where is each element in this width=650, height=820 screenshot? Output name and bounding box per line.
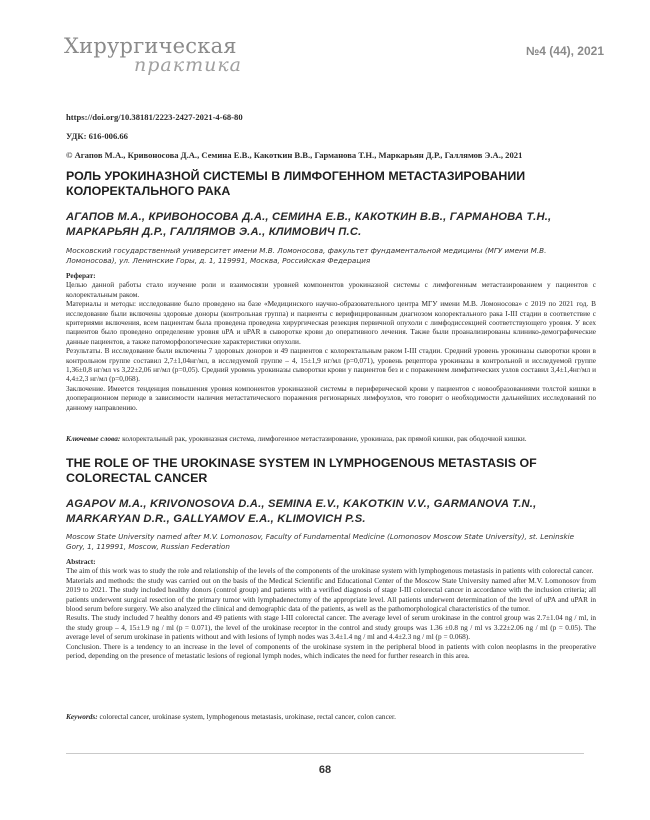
- journal-logo-top: Хирургическая: [64, 34, 237, 58]
- page-number: 68: [318, 764, 332, 776]
- doi-link[interactable]: https://doi.org/10.38181/2223-2427-2021-4-68-80: [66, 112, 243, 122]
- ru-keywords: [66, 434, 596, 443]
- ru-abstract-results: Результаты. В исследование были включены 7 здоровых доноров и 49 пациентов с колоректальным раком I-III стадии. Средний уровень урокиназы сыворотки крови в контрольном группе составил 2,7±1,04нг/мл, в исследуемой группе – 4, 15±1,9 нг/мл (p=0,071), уровень рецептора урокиназы в контрольной и исследуемой группе 1,36±0,8 нг/мл vs 3,22±2,06 нг/мл (p=0,05). Средний уровень урокиназы сыворотки крови у пациентов без и с поражением лимфатических узлов составил 3,4±1,4нг/мл и 4,4±2,3 нг/мл (p=0,068).: [66, 346, 596, 384]
- en-authors: AGAPOV M.A., KRIVONOSOVA D.A., SEMINA E.V., KAKOTKIN V.V., GARMANOVA T.N., MARKARYAN D.R., GALLYAMOV E.A., KLIMOVICH P.S.: [66, 498, 537, 525]
- journal-logo-bottom: практика: [134, 54, 243, 76]
- ru-abstract-conclusion: Заключение. Имеется тенденция повышения уровня компонентов урокиназной системы в периферической крови у пациентов с новообразованиями толстой кишки в дооперационном периоде в зависимости наличия метастатического поражения регионарных лимфоузлов, что говорит о необходимости дальнейших исследований по данному направлению.: [66, 383, 596, 412]
- issue-number: №4 (44), 2021: [525, 44, 604, 58]
- ru-abstract: [66, 271, 596, 412]
- ru-abstract-label: Реферат:: [66, 271, 96, 280]
- en-affiliation: Moscow State University named after M.V. Lomonosov, Faculty of Fundamental Medicine (Lomonosov Moscow State University), st. Leninskie Gory, 1, 119991, Moscow, Russian Federation: [66, 532, 575, 551]
- en-abstract: [66, 557, 596, 660]
- ru-keywords-label: Ключевые слова:: [66, 434, 121, 443]
- en-keywords: [66, 712, 596, 721]
- footer-divider: [66, 753, 584, 754]
- ru-abstract-methods: Материалы и методы: исследование было проведено на базе «Медицинского научно-образовательного центра МГУ имени М.В. Ломоносова» с 2019 по 2021 год. В исследование были включены здоровые доноры (контрольная группа) и пациенты с верифицированным диагнозом колоректального рака I-III стадии в соответствие с критериями включения, всем пациентам была проведена проведена хирургическая резекция первичной опухоли с лимфодиссекцией соответствующего уровня. У всех пациентов было проведено определение уровня uPA и uPAR в сыворотке крови до оперативного лечения. Также были проанализированы клинико-демографические данные пациентов, а также патоморфологические характеристики опухоли.: [66, 299, 596, 346]
- en-title: THE ROLE OF THE UROKINASE SYSTEM IN LYMPHOGENOUS METASTASIS OF COLORECTAL CANCER: [66, 456, 537, 485]
- ru-title: РОЛЬ УРОКИНАЗНОЙ СИСТЕМЫ В ЛИМФОГЕННОМ МЕТАСТАЗИРОВАНИИ КОЛОРЕКТАЛЬНОГО РАКА: [66, 169, 526, 198]
- copyright-line: © Агапов М.А., Кривоносова Д.А., Семина Е.В., Какоткин В.В., Гарманова Т.Н., Маркарьян Д.Р., Галлямов Э.А., 2021: [66, 150, 523, 160]
- en-abstract-methods: Materials and methods: the study was carried out on the basis of the Medical Scientific and Educational Center of the Moscow State University named after M.V. Lomonosov from 2019 to 2021. The study included healthy donors (control group) and patients with a verified diagnosis of stage I-III colorectal cancer in accordance with the inclusion criteria; all patients underwent surgical resection of the primary tumor with lymphadenectomy of the appropriate level. All patients underwent determination of the level of uPA and uPAR in blood serum before surgery. We also analyzed the clinical and demographic data of the patients, as well as the pathomorphological characteristics of the tumor.: [66, 575, 596, 614]
- journal-logo: [64, 34, 264, 84]
- udk-code: УДК: 616-006.66: [66, 131, 128, 141]
- en-abstract-results: Results. The study included 7 healthy donors and 49 patients with stage I-III colorectal cancer. The average level of serum urokinase in the control group was 2.7±1.04 ng / ml, in the study group – 4, 15±1.9 ng / ml (p = 0.071), the level of the urokinase receptor in the control and study groups was 1.36 ±0.8 ng / ml vs 3.22±2.06 ng / ml (p = 0.05). The average level of serum urokinase in patients without and with lesions of lymph nodes was 3.4±1.4 ng / ml and 4.4±2.3 ng / ml (p = 0.068).: [66, 613, 596, 642]
- ru-keywords-text: колоректальный рак, урокиназная система, лимфогенное метастазирование, урокиназа, рак прямой кишки, рак ободочной кишки.: [122, 434, 527, 443]
- en-abstract-conclusion: Conclusion. There is a tendency to an increase in the level of components of the urokinase system in the peripheral blood in patients with colon neoplasms in the preoperative period, depending on the presence of metastatic lesions of regional lymph nodes, which indicates the need for further research in this area.: [66, 641, 596, 661]
- ru-abstract-aim: Целью данной работы стало изучение роли и взаимосвязи уровней компонентов урокиназной системы с лимфогенным метастазированием у пациентов с колоректальным раком.: [66, 280, 596, 299]
- ru-authors: АГАПОВ М.А., КРИВОНОСОВА Д.А., СЕМИНА Е.В., КАКОТКИН В.В., ГАРМАНОВА Т.Н., МАРКАРЬЯН Д.Р., ГАЛЛЯМОВ Э.А., КЛИМОВИЧ П.С.: [66, 211, 552, 238]
- en-abstract-label: Abstract:: [66, 557, 96, 566]
- ru-affiliation: Московский государственный университет имени М.В. Ломоносова, факультет фундаментальной медицины (МГУ имени М.В. Ломоносова), ул. Ленинские Горы, д. 1, 119991, Москва, Российская Федерация: [66, 246, 547, 265]
- en-abstract-aim: The aim of this work was to study the role and relationship of the levels of the components of the urokinase system with lymphogenous metastasis in patients with colorectal cancer.: [66, 566, 594, 576]
- en-keywords-label: Keywords:: [66, 712, 98, 721]
- en-keywords-text: colorectal cancer, urokinase system, lymphogenous metastasis, urokinase, rectal cancer, colon cancer.: [99, 712, 396, 721]
